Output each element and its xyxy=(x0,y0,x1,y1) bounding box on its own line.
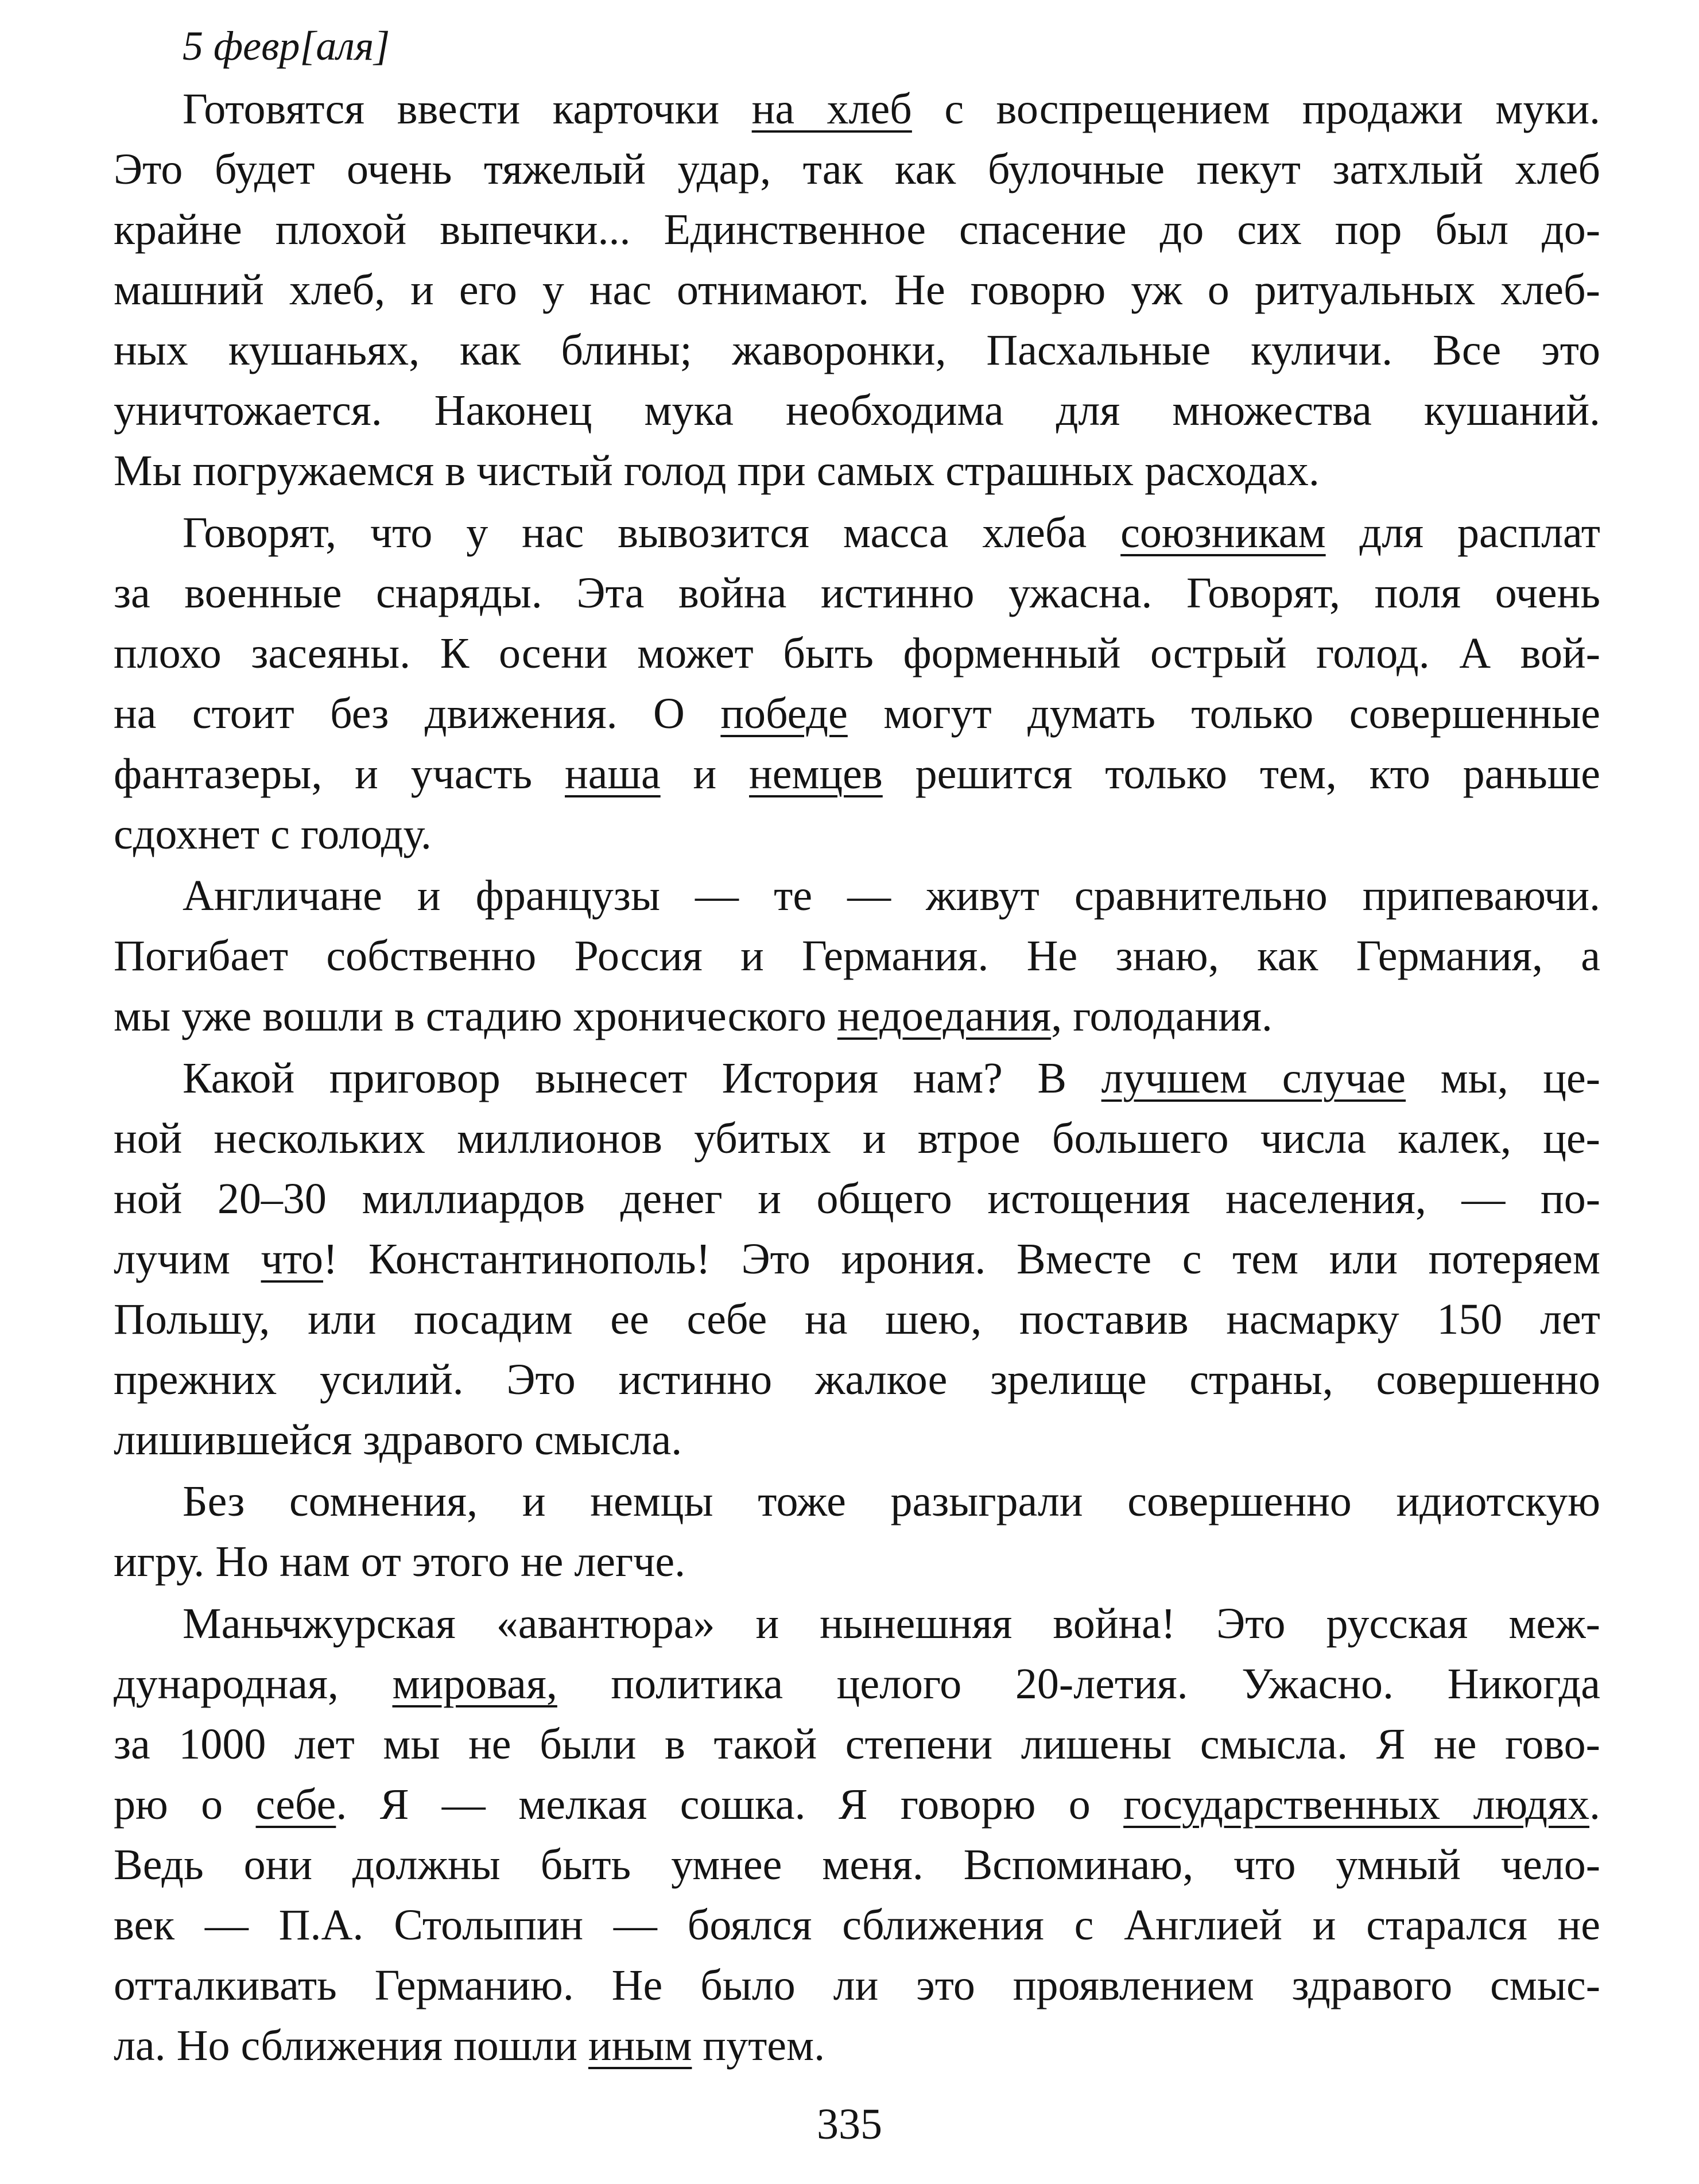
text-line: плохо засеяны. К осени может быть форменный острый голод. А вой- xyxy=(114,629,1600,677)
text-line: Без сомнения, и немцы тоже разыграли совершенно идиотскую xyxy=(183,1477,1600,1525)
text-line: дународная, мировая, политика целого 20-летия. Ужасно. Никогда xyxy=(114,1660,1600,1708)
text-line: век — П.А. Столыпин — боялся сближения с Англией и старался не xyxy=(114,1901,1600,1949)
text-line: игру. Но нам от этого не легче. xyxy=(114,1538,686,1586)
text-line: уничтожается. Наконец мука необходима для множества кушаний. xyxy=(114,386,1600,435)
text-line: Погибает собственно Россия и Германия. Не знаю, как Германия, а xyxy=(114,932,1600,980)
text-line: Это будет очень тяжелый удар, так как булочные пекут затхлый хлеб xyxy=(114,145,1600,193)
text-line: рю о себе. Я — мелкая сошка. Я говорю о государственных людях. xyxy=(114,1780,1600,1829)
text-line: Англичане и французы — те — живут сравнительно припеваючи. xyxy=(183,872,1600,920)
text-line: отталкивать Германию. Не было ли это проявлением здравого смыс- xyxy=(114,1961,1600,2009)
text-line: машний хлеб, и его у нас отнимают. Не говорю уж о ритуальных хлеб- xyxy=(114,266,1600,314)
text-line: Маньчжурская «авантюра» и нынешняя война! Это русская меж- xyxy=(183,1600,1600,1648)
text-line: мы уже вошли в стадию хронического недоедания, голодания. xyxy=(114,992,1273,1040)
text-line: за военные снаряды. Эта война истинно ужасна. Говорят, поля очень xyxy=(114,569,1600,617)
text-line: Говорят, что у нас вывозится масса хлеба союзникам для расплат xyxy=(183,509,1600,557)
text-line: Польшу, или посадим ее себе на шею, поставив насмарку 150 лет xyxy=(114,1295,1600,1343)
page-number: 335 xyxy=(817,2100,882,2148)
text-line: ла. Но сближения пошли иным путем. xyxy=(114,2022,825,2070)
text-line: ных кушаньях, как блины; жаворонки, Пасхальные куличи. Все это xyxy=(114,326,1600,374)
text-line: на стоит без движения. О победе могут думать только совершенные xyxy=(114,690,1601,738)
text-line: лишившейся здравого смысла. xyxy=(114,1416,682,1464)
text-line: Мы погружаемся в чистый голод при самых страшных расходах. xyxy=(114,447,1320,495)
text-line: крайне плохой выпечки... Единственное спасение до сих пор был до- xyxy=(114,206,1600,254)
text-line: ной нескольких миллионов убитых и втрое большего числа калек, це- xyxy=(114,1114,1600,1163)
date-heading: 5 февр[аля] xyxy=(183,23,390,69)
text-line: Готовятся ввести карточки на хлеб с воспрещением продажи муки. xyxy=(183,85,1600,133)
text-line: сдохнет с голоду. xyxy=(114,810,432,858)
text-line: фантазеры, и участь наша и немцев решится только тем, кто раньше xyxy=(114,750,1601,798)
text-line: за 1000 лет мы не были в такой степени лишены смысла. Я не гово- xyxy=(114,1720,1600,1768)
text-line: ной 20–30 миллиардов денег и общего истощения населения, — по- xyxy=(114,1175,1600,1223)
text-line: прежних усилий. Это истинно жалкое зрелище страны, совершенно xyxy=(114,1356,1600,1404)
text-line: Какой приговор вынесет История нам? В лучшем случае мы, це- xyxy=(183,1054,1601,1102)
text-line: лучим что! Константинополь! Это ирония. Вместе с тем или потеряем xyxy=(114,1235,1600,1283)
text-line: Ведь они должны быть умнее меня. Вспоминаю, что умный чело- xyxy=(114,1841,1600,1889)
